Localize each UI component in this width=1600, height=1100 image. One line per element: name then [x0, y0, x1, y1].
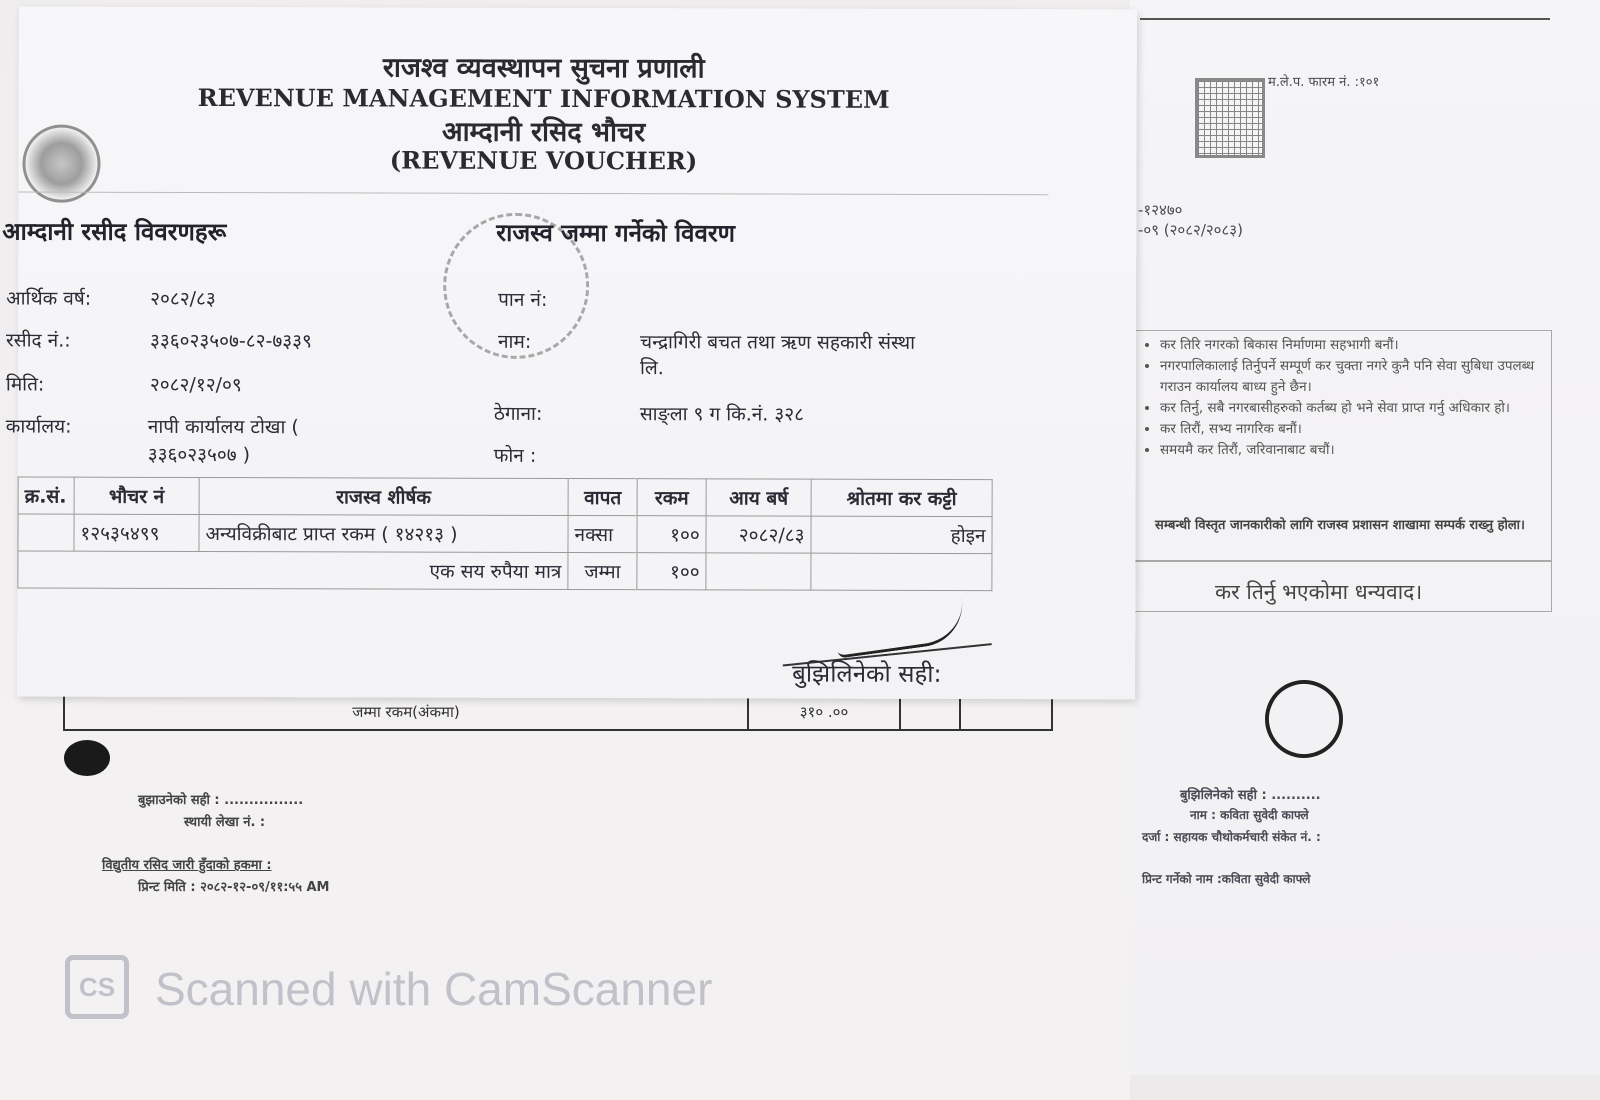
print-date: प्रिन्ट मिति : २०८२-१२-०९/११:५५ AM — [138, 880, 330, 895]
office-value: नापी कार्यालय टोखा ( — [147, 415, 299, 439]
col-revenue-title: राजस्व शीर्षक — [199, 478, 568, 516]
header-divider — [18, 192, 1048, 196]
notice-item: • कर तिर्नु, सबै नगरबासीहरुको कर्तब्य हो भने सेवा प्राप्त गर्नु अधिकार हो। — [1160, 398, 1570, 419]
date-label: मिति: — [5, 373, 45, 396]
pan-label: पान नं: — [498, 288, 548, 311]
table-row — [18, 514, 992, 554]
right-name: नाम : कविता सुवेदी काफ्ले — [1190, 808, 1309, 822]
date-value: २०८२/१२/०९ — [149, 373, 242, 397]
table-cell — [706, 553, 811, 590]
col-sn: क्र.सं. — [18, 477, 74, 514]
e-receipt-note: विद्युतीय रसिद जारी हुँदाको हकमा : — [102, 858, 272, 873]
notice-list — [1130, 335, 1570, 461]
table-cell — [960, 694, 1052, 730]
cell-amount: १०० — [637, 516, 706, 553]
depositor-details-heading: राजस्व जम्मा गर्नेको विवरण — [496, 218, 736, 248]
table-cell — [900, 694, 960, 730]
cell-sn — [18, 514, 74, 551]
notice-item: • कर तिरि नगरको बिकास निर्माणमा सहभागी बनौं। — [1160, 335, 1570, 356]
thanks-message: कर तिर्नु भएकोमा धन्यवाद। — [1215, 580, 1423, 604]
info-note: सम्बन्धी विस्तृत जानकारीको लागि राजस्व प्रशासन शाखामा सम्पर्क राख्नु होला। — [1155, 518, 1525, 533]
system-title-en: REVENUE MANAGEMENT INFORMATION SYSTEM — [197, 83, 890, 114]
depositor-name: चन्द्रागिरी बचत तथा ऋण सहकारी संस्था — [639, 331, 916, 354]
total-label: जम्मा — [568, 552, 637, 589]
total-in-words: एक सय रुपैया मात्र — [18, 551, 568, 589]
cell-revenue-title: अन्यविक्रीबाट प्राप्त रकम ( १४२१३ ) — [199, 515, 568, 553]
reference-year: -०९ (२०८२/२०८३) — [1138, 221, 1243, 239]
col-for: वापत — [568, 478, 637, 515]
receipt-no-value: ३३६०२३५०७-८२-७३३९ — [150, 329, 312, 353]
notice-item: • नगरपालिकालाई तिर्नुपर्ने सम्पूर्ण कर चुक्ता नगरे कुनै पनि सेवा सुबिधा उपलब्ध गराउन कार्यालय बाध्य हुने छैन। — [1160, 356, 1570, 398]
qr-code-icon — [1195, 78, 1265, 158]
total-amount: १०० — [637, 553, 706, 590]
total-amount-label: जम्मा रकम(अंकमा) — [64, 694, 748, 730]
cell-tds: होइन — [811, 516, 992, 553]
top-rule — [1140, 18, 1550, 20]
total-amount-value: ३१० .०० — [748, 694, 900, 730]
voucher-title-en: (REVENUE VOUCHER) — [389, 145, 698, 176]
notice-item: • कर तिरौं, सभ्य नागरिक बनौं। — [1160, 419, 1570, 440]
col-income-year: आय बर्ष — [706, 479, 811, 516]
revenue-voucher — [2, 7, 1137, 700]
right-receiver-signature: बुझिलिनेको सही : .......... — [1180, 788, 1321, 803]
cell-income-year: २०८२/८३ — [706, 516, 811, 553]
phone-label: फोन : — [493, 444, 537, 467]
col-voucher-no: भौचर नं — [74, 477, 199, 514]
printer-name: प्रिन्ट गर्नेको नाम :कविता सुवेदी काफ्ले — [1142, 872, 1311, 886]
notice-item: • समयमै कर तिरौं, जरिवानाबाट बचौं। — [1160, 440, 1570, 461]
receipt-no-label: रसीद नं.: — [6, 329, 71, 352]
underlying-receipt — [0, 700, 1130, 1100]
office-code: ३३६०२३५०७ ) — [147, 443, 251, 467]
scanner-watermark: Scanned with CamScanner — [155, 963, 713, 1015]
reference-number: -१२४७० — [1138, 201, 1183, 219]
voucher-title-np: आम्दानी रसिद भौचर — [441, 116, 646, 149]
office-label: कार्यालय: — [5, 415, 72, 438]
depositor-name-cont: लि. — [639, 357, 664, 380]
table-cell — [811, 553, 992, 590]
punch-hole — [64, 740, 110, 776]
name-label: नाम: — [498, 330, 532, 353]
form-number: म.ले.प. फारम नं. :१०१ — [1268, 75, 1380, 90]
total-row — [18, 551, 992, 591]
table-header-row — [18, 477, 992, 517]
camscanner-logo-icon: CS — [65, 955, 129, 1019]
cell-for: नक्सा — [568, 515, 637, 552]
voucher-table — [17, 477, 992, 592]
address-value: साङ्ला ९ ग कि.नं. ३२८ — [639, 403, 805, 426]
fiscal-year-value: २०८२/८३ — [150, 287, 216, 311]
col-tds: श्रोतमा कर कट्टी — [811, 479, 992, 516]
payer-signature: बुझाउनेको सही : ................ — [138, 793, 304, 808]
cell-voucher-no: १२५३५४९९ — [74, 514, 199, 551]
col-amount: रकम — [637, 479, 706, 516]
address-label: ठेगाना: — [493, 402, 543, 425]
right-rank: दर्जा : सहायक चौथोकर्मचारी संकेत नं. : — [1142, 830, 1321, 844]
system-title-np: राजश्व व्यवस्थापन सुचना प्रणाली — [382, 52, 705, 85]
receipt-details-heading: आम्दानी रसीद विवरणहरू — [2, 217, 227, 247]
receiver-signature-label: बुझिलिनेको सही: — [792, 659, 942, 688]
fiscal-year-label: आर्थिक वर्ष: — [6, 287, 92, 310]
permanent-account-no: स्थायी लेखा नं. : — [184, 815, 266, 830]
